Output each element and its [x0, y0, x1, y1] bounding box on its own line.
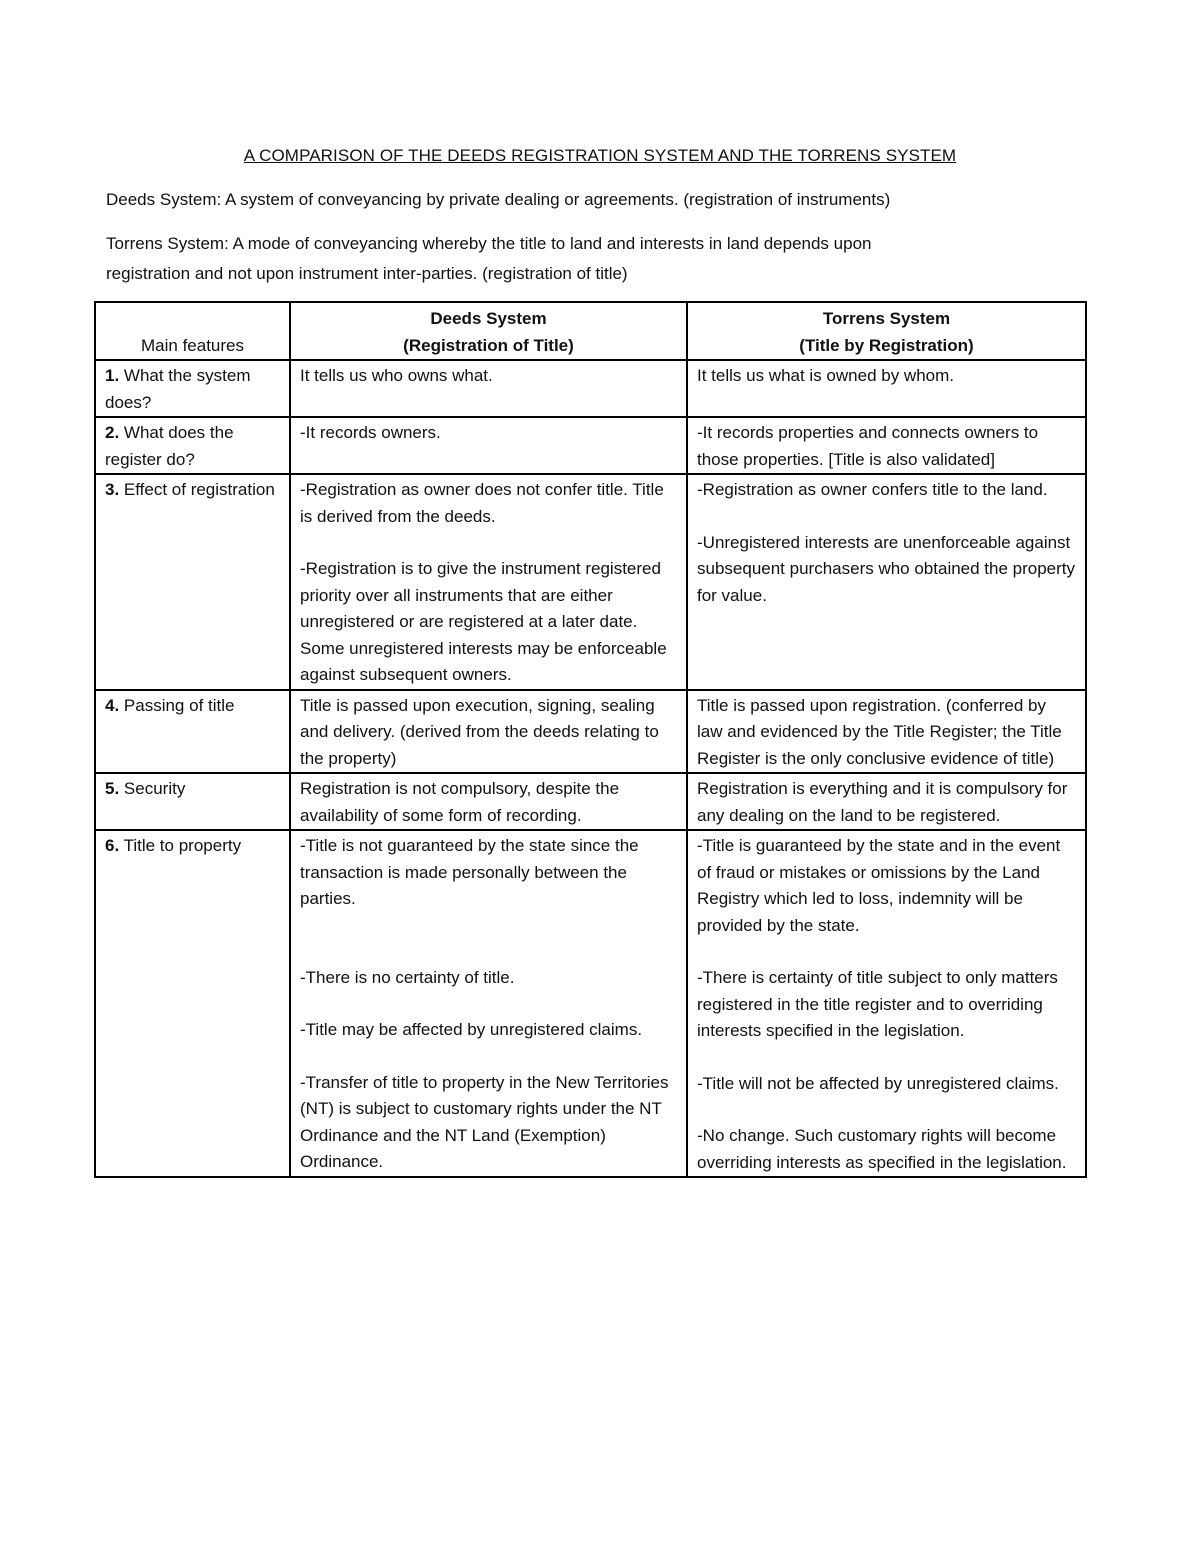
feature-label: Security — [119, 779, 186, 798]
torrens-paragraph: -No change. Such customary rights will become overriding interests as specified in the legislation. — [697, 1126, 1067, 1172]
table-row — [95, 690, 1086, 774]
deeds-cell — [290, 690, 687, 774]
header-main-features — [95, 302, 290, 360]
feature-cell — [95, 773, 290, 830]
deeds-paragraph: -Registration is to give the instrument registered priority over all instruments that are either unregistered or are registered at a later date. Some unregistered interests may be enforceable against subsequent owners. — [300, 559, 667, 684]
deeds-cell — [290, 830, 687, 1177]
header-deeds-system — [290, 302, 687, 360]
feature-cell — [95, 474, 290, 690]
row-number: 1. — [105, 366, 120, 385]
deeds-paragraph: -It records owners. — [300, 423, 441, 442]
row-number: 4. — [105, 695, 120, 715]
header-deeds-title: Deeds System — [430, 309, 547, 328]
row-number: 6. — [105, 836, 120, 855]
torrens-cell — [687, 417, 1086, 474]
row-number: 5. — [105, 779, 120, 798]
torrens-paragraph: Title is passed upon registration. (conferred by law and evidenced by the Title Register; the Title Register is the only conclusive evidence of title) — [697, 695, 1062, 768]
torrens-definition — [106, 229, 1096, 289]
feature-label: Effect of registration — [119, 480, 275, 499]
deeds-paragraph: -Title is not guaranteed by the state since the transaction is made personally between the parties. — [300, 836, 639, 908]
torrens-paragraph: -Unregistered interests are unenforceable against subsequent purchasers who obtained the property for value. — [697, 532, 1076, 605]
header-deeds-subtitle: (Registration of Title) — [403, 335, 574, 355]
deeds-paragraph: -Transfer of title to property in the New Territories (NT) is subject to customary rights under the NT Ordinance and the NT Land (Exemption) Ordinance. — [300, 1072, 669, 1171]
torrens-cell — [687, 360, 1086, 417]
row-number: 2. — [105, 423, 120, 442]
header-main-features-label: Main features — [141, 335, 244, 355]
deeds-paragraph: -There is no certainty of title. — [300, 967, 515, 987]
torrens-cell — [687, 690, 1086, 774]
torrens-cell — [687, 830, 1086, 1177]
header-torrens-title: Torrens System — [822, 309, 951, 328]
deeds-paragraph: Title is passed upon execution, signing, sealing and delivery. (derived from the deeds relating to the property) — [300, 695, 659, 768]
table-row — [95, 417, 1086, 474]
deeds-cell — [290, 773, 687, 830]
deeds-cell — [290, 360, 687, 417]
torrens-cell — [687, 773, 1086, 830]
torrens-definition-line-1: Torrens System: A mode of conveyancing whereby the title to land and interests in land depends upon — [106, 234, 872, 253]
feature-label: What does the register do? — [105, 423, 234, 469]
torrens-paragraph: -Title will not be affected by unregistered claims. — [697, 1073, 1059, 1093]
feature-label: What the system does? — [105, 366, 251, 412]
header-torrens-subtitle: (Title by Registration) — [799, 335, 974, 355]
table-body — [95, 360, 1086, 1177]
torrens-paragraph: -Title is guaranteed by the state and in the event of fraud or mistakes or omissions by the Land Registry which led to loss, indemnity will be provided by the state. — [697, 836, 1061, 935]
torrens-definition-line-2: registration and not upon instrument inter-parties. (registration of title) — [106, 264, 628, 283]
feature-cell — [95, 417, 290, 474]
comparison-table — [94, 301, 1087, 1178]
torrens-paragraph: It tells us what is owned by whom. — [697, 366, 955, 385]
page-title: A COMPARISON OF THE DEEDS REGISTRATION SYSTEM AND THE TORRENS SYSTEM — [243, 146, 957, 165]
deeds-definition: Deeds System: A system of conveyancing by private dealing or agreements. (registration of instruments) — [106, 190, 891, 209]
feature-label: Passing of title — [119, 695, 235, 715]
torrens-paragraph: Registration is everything and it is compulsory for any dealing on the land to be registered. — [697, 779, 1068, 825]
torrens-paragraph: -Registration as owner confers title to the land. — [697, 480, 1048, 499]
table-row — [95, 360, 1086, 417]
feature-cell — [95, 360, 290, 417]
deeds-paragraph: It tells us who owns what. — [300, 366, 493, 385]
header-torrens-system — [687, 302, 1086, 360]
deeds-paragraph: Registration is not compulsory, despite the availability of some form of recording. — [300, 779, 620, 825]
deeds-cell — [290, 474, 687, 690]
table-row — [95, 830, 1086, 1177]
row-number: 3. — [105, 480, 120, 499]
deeds-paragraph: -Registration as owner does not confer title. Title is derived from the deeds. — [300, 480, 664, 526]
table-row — [95, 474, 1086, 690]
torrens-cell — [687, 474, 1086, 690]
torrens-paragraph: -It records properties and connects owners to those properties. [Title is also validated] — [697, 423, 1039, 469]
feature-label: Title to property — [119, 836, 242, 855]
feature-cell — [95, 830, 290, 1177]
torrens-paragraph: -There is certainty of title subject to only matters registered in the title register and to overriding interests specified in the legislation. — [697, 968, 1058, 1040]
deeds-cell — [290, 417, 687, 474]
deeds-paragraph: -Title may be affected by unregistered claims. — [300, 1020, 643, 1039]
feature-cell — [95, 690, 290, 774]
table-row — [95, 773, 1086, 830]
table-header-row — [95, 302, 1086, 360]
